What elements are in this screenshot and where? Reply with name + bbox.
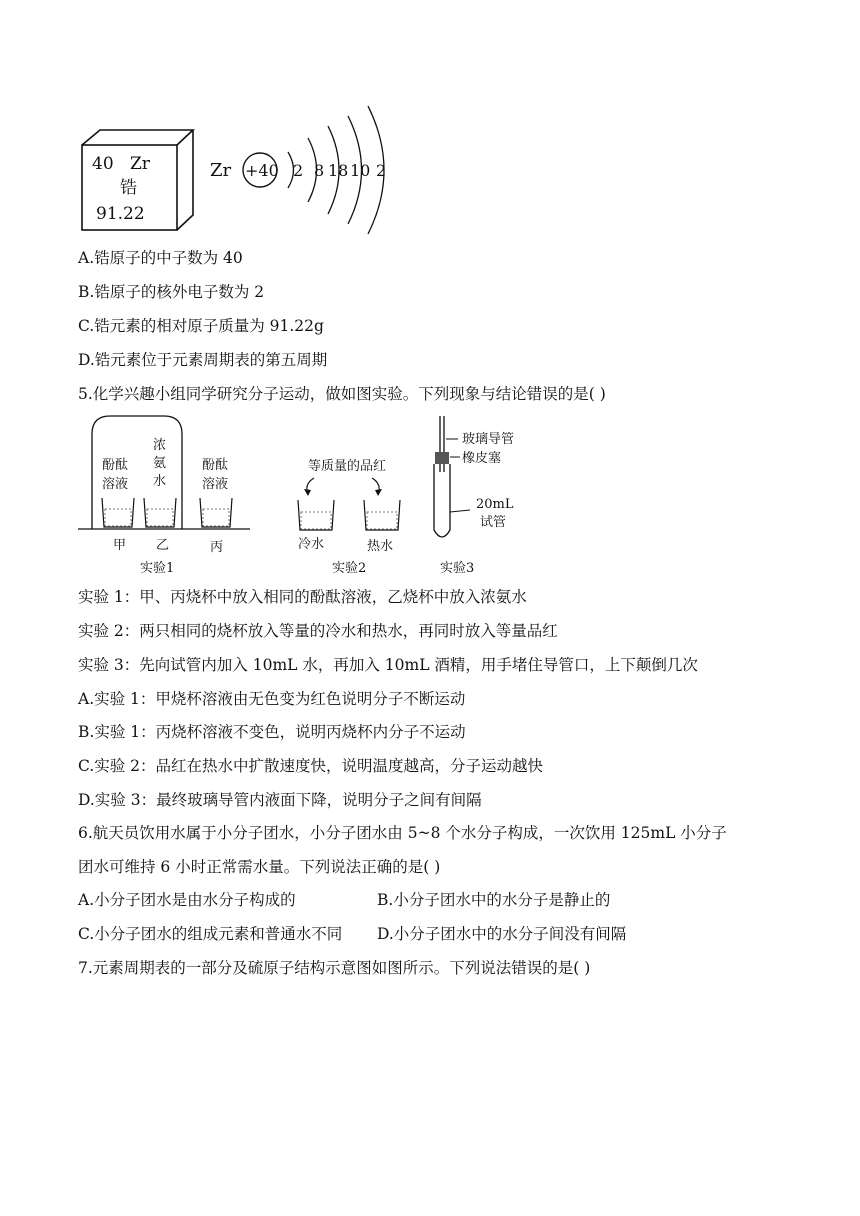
shell-electrons-2: 8 [314,161,325,180]
q7-stem: 7.元素周期表的一部分及硫原子结构示意图如图所示。下列说法错误的是( ) [78,959,591,977]
exp1-caption: 实验1 [140,561,175,576]
q6-option-a: A.小分子团水是由水分子构成的 [78,891,296,909]
q6-stem-line-2: 团水可维持 6 小时正常需水量。下列说法正确的是( ) [78,858,441,876]
q4-option-b: B.锆原子的核外电子数为 2 [78,283,265,301]
q4-option-c: C.锆元素的相对原子质量为 91.22g [78,317,324,335]
card-atomic-number: 40 [92,154,114,174]
q5-desc-2: 实验 2：两只相同的烧杯放入等量的冷水和热水，再同时放入等量品红 [78,622,558,640]
exp1-left-label-2: 溶液 [102,477,129,492]
q4-option-a: A.锆原子的中子数为 40 [78,249,243,267]
q5-option-d: D.实验 3：最终玻璃导管内液面下降，说明分子之间有间隔 [78,791,482,809]
card-symbol: Zr [130,154,150,174]
q5-option-b: B.实验 1：丙烧杯溶液不变色，说明丙烧杯内分子不运动 [78,723,466,741]
q5-desc-3: 实验 3：先向试管内加入 10mL 水，再加入 10mL 酒精，用手堵住导管口，上下颠倒几次 [78,656,698,674]
q5-option-a: A.实验 1：甲烧杯溶液由无色变为红色说明分子不断运动 [78,690,466,708]
exp3-caption: 实验3 [440,561,475,576]
q6-stem-line-1: 6.航天员饮用水属于小分子团水，小分子团水由 5~8 个水分子构成，一次饮用 125mL 小分子 [78,824,727,842]
beaker-label-jia: 甲 [113,538,127,553]
q6-option-d: D.小分子团水中的水分子间没有间隔 [377,925,627,943]
nucleus-charge: +40 [245,161,279,180]
card-element-name: 锆 [120,178,137,198]
q4-option-d: D.锆元素位于元素周期表的第五周期 [78,351,328,369]
card-atomic-mass: 91.22 [96,204,145,224]
exp1-mid-label-2: 氨 [153,456,167,471]
experiment-3 [434,416,514,576]
q6-option-b: B.小分子团水中的水分子是静止的 [377,891,611,909]
exp2-caption: 实验2 [332,561,367,576]
q5-desc-1: 实验 1：甲、丙烧杯中放入相同的酚酞溶液，乙烧杯中放入浓氨水 [78,588,527,606]
beaker-label-yi: 乙 [156,538,170,553]
exp1-right-label-2: 溶液 [202,477,229,492]
structure-symbol: Zr [210,160,232,181]
experiment-2 [298,459,400,576]
exp1-mid-label-3: 水 [153,474,167,489]
exp3-glass-tube-label: 玻璃导管 [462,432,515,447]
q5-option-c: C.实验 2：品红在热水中扩散速度快，说明温度越高，分子运动越快 [78,757,544,775]
exp3-volume-label: 20mL [476,497,514,512]
exp1-right-label-1: 酚酞 [202,458,229,473]
beaker-label-cold-water: 冷水 [298,537,325,552]
beaker-label-bing: 丙 [210,540,224,555]
exp3-stopper-label: 橡皮塞 [462,451,502,466]
beaker-label-hot-water: 热水 [367,539,394,554]
shell-electrons-5: 2 [376,161,387,180]
shell-electrons-3: 18 [328,161,349,180]
exp3-test-tube-label: 试管 [480,515,507,530]
molecule-motion-experiments-figure [78,412,548,582]
shell-electrons-1: 2 [293,161,304,180]
q5-stem: 5.化学兴趣小组同学研究分子运动，做如图实验。下列现象与结论错误的是( ) [78,385,606,403]
shell-electrons-4: 10 [350,161,371,180]
exp1-left-label-1: 酚酞 [102,458,129,473]
experiment-1 [78,416,250,576]
zirconium-figure [70,100,410,240]
exp2-top-label: 等质量的品红 [308,459,387,474]
exp1-mid-label-1: 浓 [153,438,167,453]
q6-option-c: C.小分子团水的组成元素和普通水不同 [78,925,343,943]
